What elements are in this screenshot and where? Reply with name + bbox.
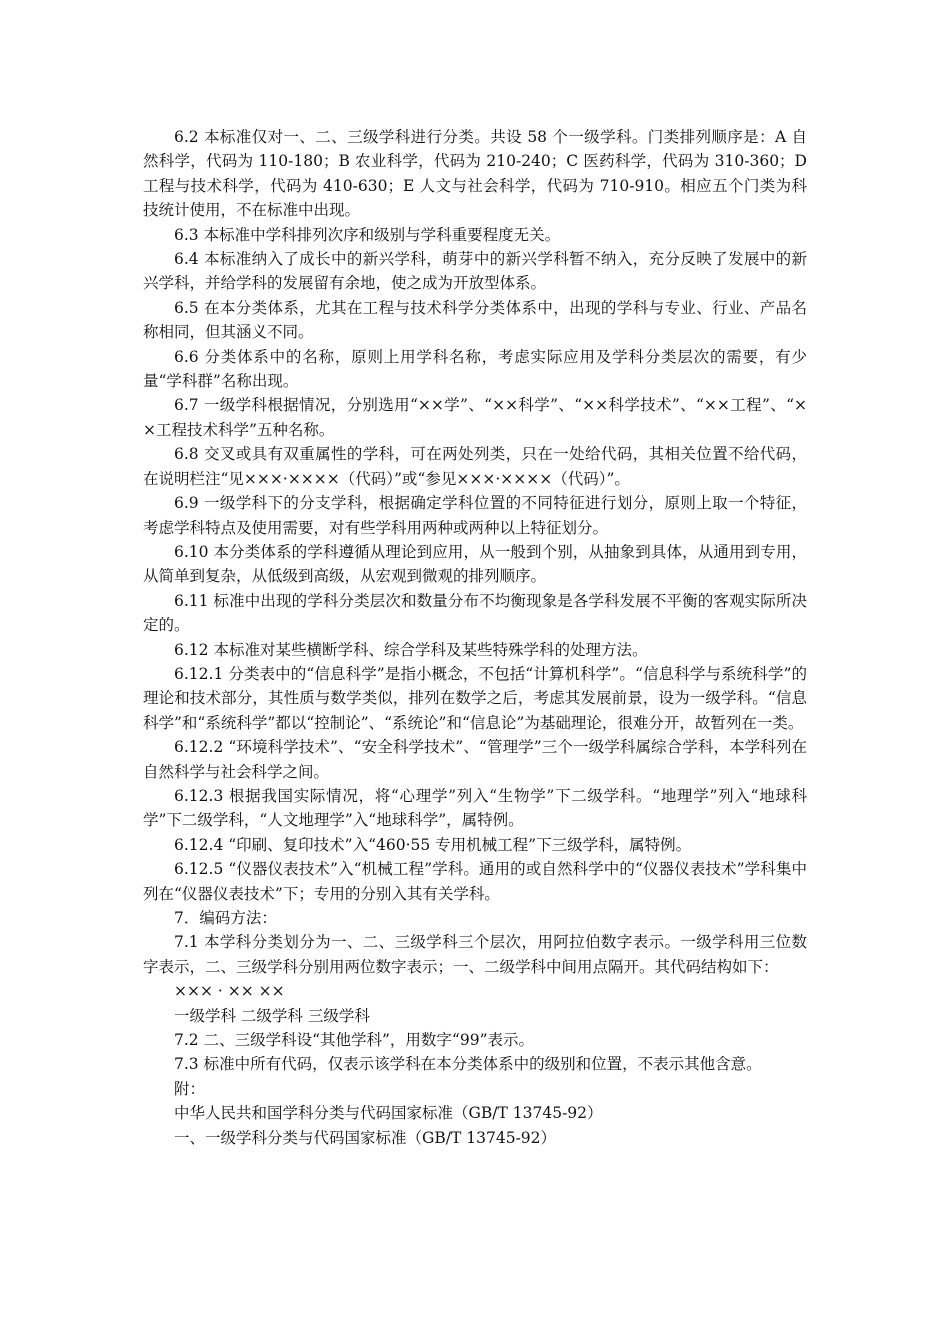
appendix-title: 中华人民共和国学科分类与代码国家标准（GB/T 13745-92） [174,1104,603,1123]
document-body [143,125,807,1150]
paragraph-6-11: 6.11 标准中出现的学科分类层次和数量分布不均衡现象是各学科发展不平衡的客观实际所决定的。 [143,591,807,635]
paragraph-6-5: 6.5 在本分类体系，尤其在工程与技术科学分类体系中，出现的学科与专业、行业、产品名称相同，但其涵义不同。 [143,298,807,342]
paragraph-6-12-2: 6.12.2 “环境科学技术”、“安全科学技术”、“管理学”三个一级学科属综合学科，本学科列在自然科学与社会科学之间。 [143,738,807,781]
paragraph-6-6: 6.6 分类体系中的名称，原则上用学科名称，考虑实际应用及学科分类层次的需要，有少量“学科群”名称出现。 [143,347,807,391]
appendix-subtitle: 一、一级学科分类与代码国家标准（GB/T 13745-92） [174,1128,557,1147]
paragraph-6-12-1: 6.12.1 分类表中的“信息科学”是指小概念，不包括“计算机科学”。“信息科学与系统科学”的理论和技术部分，其性质与数学类似，排列在数学之后，考虑其发展前景，设为一级学科。“信息科学”和“系统科学”都以“控制论”、“系统论”和“信息论”为基础理论，很难分开，故暂列在一类。 [143,664,807,732]
paragraph-7-2: 7.2 二、三级学科设“其他学科”，用数字“99”表示。 [174,1031,534,1050]
paragraph-6-10: 6.10 本分类体系的学科遵循从理论到应用，从一般到个别，从抽象到具体，从通用到专用，从简单到复杂，从低级到高级，从宏观到微观的排列顺序。 [143,542,807,586]
paragraph-6-4: 6.4 本标准纳入了成长中的新兴学科，萌芽中的新兴学科暂不纳入，充分反映了发展中的新兴学科，并给学科的发展留有余地，使之成为开放型体系。 [143,250,807,293]
code-structure: ××× · ×× ×× [174,982,285,1001]
paragraph-6-8: 6.8 交叉或具有双重属性的学科，可在两处列类，只在一处给代码，其相关位置不给代码，在说明栏注“见×××·××××（代码）”或“参见×××·××××（代码）”。 [143,445,807,488]
paragraph-6-12-3: 6.12.3 根据我国实际情况，将“心理学”列入“生物学”下二级学科。“地理学”列入“地球科学”下二级学科，“人文地理学”入“地球科学”，属特例。 [143,786,807,830]
paragraph-6-12-5: 6.12.5 “仪器仪表技术”入“机械工程”学科。通用的或自然科学中的“仪器仪表技术”学科集中列在“仪器仪表技术”下；专用的分别入其有关学科。 [143,860,807,903]
paragraph-6-12: 6.12 本标准对某些横断学科、综合学科及某些特殊学科的处理方法。 [174,640,648,659]
paragraph-6-3: 6.3 本标准中学科排列次序和级别与学科重要程度无关。 [174,225,561,244]
paragraph-7-3: 7.3 标准中所有代码，仅表示该学科在本分类体系中的级别和位置，不表示其他含意。 [174,1055,762,1074]
code-structure-labels: 一级学科 二级学科 三级学科 [174,1006,370,1025]
section-7-heading: 7．编码方法： [174,909,277,927]
paragraph-6-2: 6.2 本标准仅对一、二、三级学科进行分类。共设 58 个一级学科。门类排列顺序是：A 自然科学，代码为 110-180；B 农业科学，代码为 210-240；C 医药科学，代码为 310-360；D 工程与技术科学，代码为 410-630；E 人文与社会科学，代码为 710-910。相应五个门类为科技统计使用，不在标准中出现。 [143,128,807,220]
appendix-label: 附： [174,1079,206,1098]
paragraph-6-9: 6.9 一级学科下的分支学科，根据确定学科位置的不同特征进行划分，原则上取一个特征，考虑学科特点及使用需要，对有些学科用两种或两种以上特征划分。 [143,494,807,537]
paragraph-6-7: 6.7 一级学科根据情况，分别选用“××学”、“××科学”、“××科学技术”、“××工程”、“××工程技术科学”五种名称。 [143,396,807,439]
paragraph-6-12-4: 6.12.4 “印刷、复印技术”入“460·55 专用机械工程”下三级学科，属特例。 [174,835,692,854]
paragraph-7-1: 7.1 本学科分类划分为一、二、三级学科三个层次，用阿拉伯数字表示。一级学科用三位数字表示，二、三级学科分别用两位数字表示；一、二级学科中间用点隔开。其代码结构如下： [143,933,807,976]
